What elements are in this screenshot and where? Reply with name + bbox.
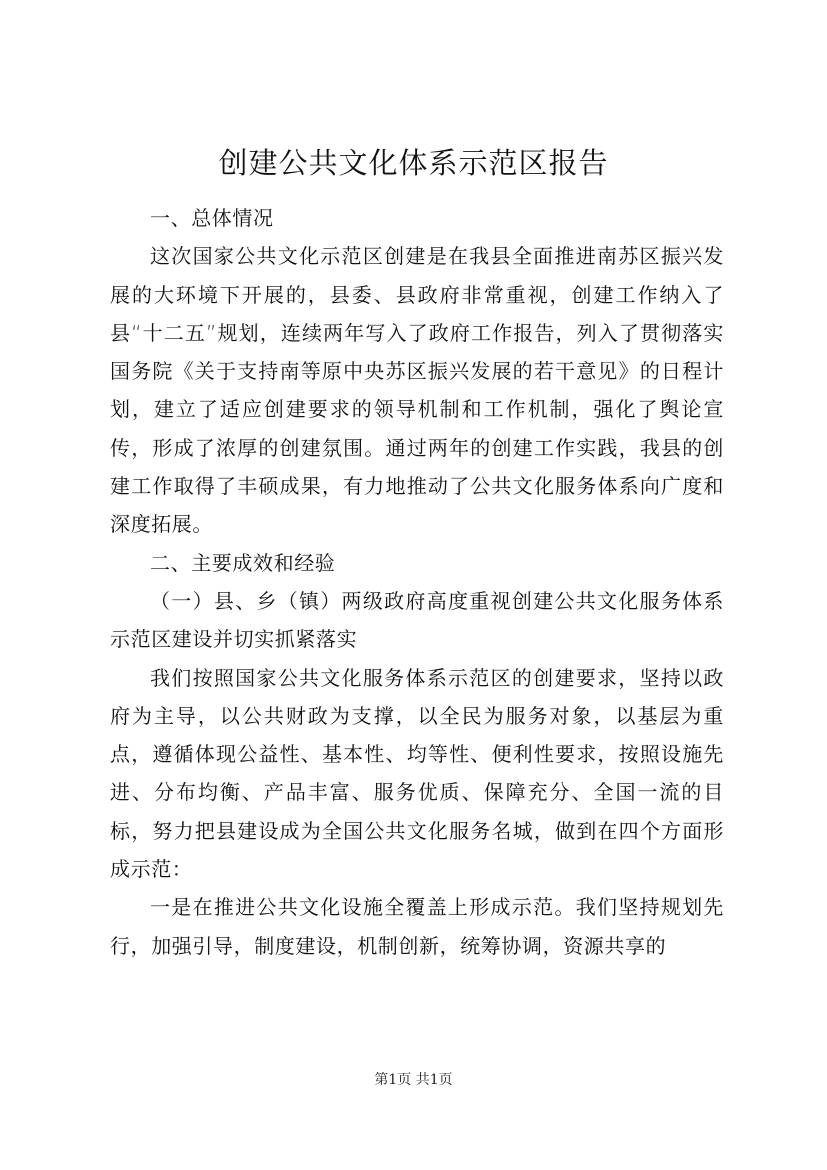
document-body [110,199,724,965]
page-number-footer: 第1页 共1页 [374,1072,453,1088]
paragraph-facilities: 一是在推进公共文化设施全覆盖上形成示范。我们坚持规划先行，加强引导，制度建设，机制创新，统筹协调，资源共享的 [110,895,724,958]
section-heading-overview: 一、总体情况 [150,206,274,230]
subsection-heading-government: （一）县、乡（镇）两级政府高度重视创建公共文化服务体系示范区建设并切实抓紧落实 [110,588,724,652]
document-title: 创建公共文化体系示范区报告 [218,146,609,180]
paragraph-overview: 这次国家公共文化示范区创建是在我县全面推进南苏区振兴发展的大环境下开展的，县委、县政府非常重视，创建工作纳入了县“十二五”规划，连续两年写入了政府工作报告，列入了贯彻落实国务院《关于支持南等原中央苏区振兴发展的若干意见》的日程计划，建立了适应创建要求的领导机制和工作机制，强化了舆论宣传，形成了浓厚的创建氛围。通过两年的创建工作实践，我县的创建工作取得了丰硕成果，有力地推动了公共文化服务体系向广度和深度拓展。 [110,244,724,537]
paragraph-approach: 我们按照国家公共文化服务体系示范区的创建要求，坚持以政府为主导，以公共财政为支撑，以全民为服务对象，以基层为重点，遵循体现公益性、基本性、均等性、便利性要求，按照设施先进、分布均衡、产品丰富、服务优质、保障充分、全国一流的目标，努力把县建设成为全国公共文化服务名城，做到在四个方面形成示范： [110,665,724,882]
section-heading-results: 二、主要成效和经验 [150,550,336,575]
